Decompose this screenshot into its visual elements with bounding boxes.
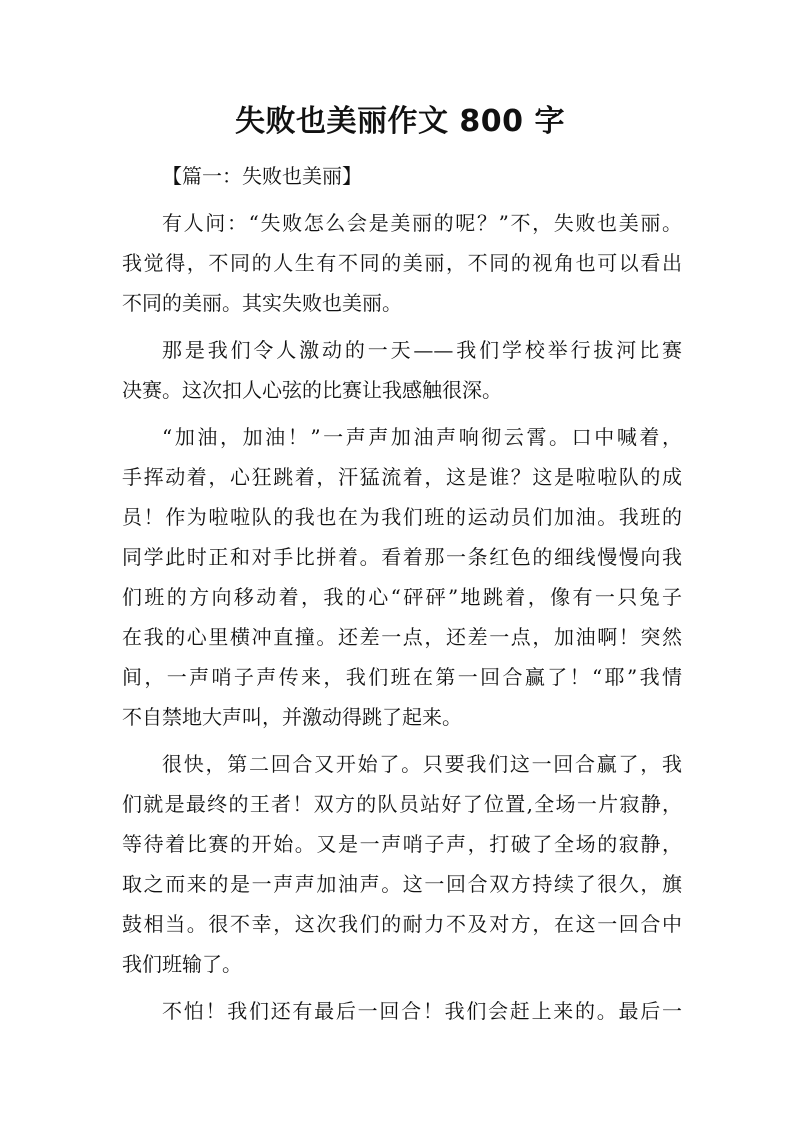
- paragraph-4: [122, 744, 682, 984]
- section-heading: 【篇一：失败也美丽】: [162, 164, 362, 188]
- paragraph-5: [122, 991, 682, 1031]
- text-line: “加油，加油！”一声声加油声响彻云霄。口中喊着，: [162, 425, 682, 449]
- text-line: 不自禁地大声叫，并激动得跳了起来。: [122, 705, 462, 729]
- text-line: 不怕！我们还有最后一回合！我们会赶上来的。最后一: [162, 999, 682, 1023]
- text-line: 在我的心里横冲直撞。还差一点，还差一点，加油啊！突然: [122, 625, 682, 649]
- text-line: 取之而来的是一声声加油声。这一回合双方持续了很久，旗: [122, 872, 682, 896]
- document-body: [122, 156, 682, 1031]
- text-line: 有人问：“失败怎么会是美丽的呢？”不，失败也美丽。: [162, 211, 682, 235]
- document-title: 失败也美丽作文 800 字: [234, 104, 565, 139]
- text-line: 决赛。这次扣人心弦的比赛让我感触很深。: [122, 378, 502, 402]
- paragraph-2: [122, 330, 682, 410]
- text-line: 我们班输了。: [122, 952, 242, 976]
- text-line: 鼓相当。很不幸，这次我们的耐力不及对方，在这一回合中: [122, 912, 682, 936]
- text-line: 那是我们令人激动的一天——我们学校举行拔河比赛: [162, 338, 682, 362]
- paragraph-3: [122, 417, 682, 737]
- paragraph-1: [122, 203, 682, 323]
- text-line: 不同的美丽。其实失败也美丽。: [122, 291, 402, 315]
- text-line: 同学此时正和对手比拼着。看着那一条红色的细线慢慢向我: [122, 545, 682, 569]
- text-line: 们就是最终的王者！双方的队员站好了位置,全场一片寂静，: [122, 792, 682, 816]
- text-line: 手挥动着，心狂跳着，汗猛流着，这是谁？这是啦啦队的成: [122, 465, 682, 489]
- text-line: 们班的方向移动着，我的心“砰砰”地跳着，像有一只兔子: [122, 585, 682, 609]
- text-line: 等待着比赛的开始。又是一声哨子声，打破了全场的寂静，: [122, 832, 682, 856]
- text-line: 员！作为啦啦队的我也在为我们班的运动员们加油。我班的: [122, 505, 682, 529]
- text-line: 间，一声哨子声传来，我们班在第一回合赢了！“耶”我情: [122, 665, 682, 689]
- text-line: 我觉得，不同的人生有不同的美丽，不同的视角也可以看出: [122, 251, 682, 275]
- text-line: 很快，第二回合又开始了。只要我们这一回合赢了，我: [162, 752, 682, 776]
